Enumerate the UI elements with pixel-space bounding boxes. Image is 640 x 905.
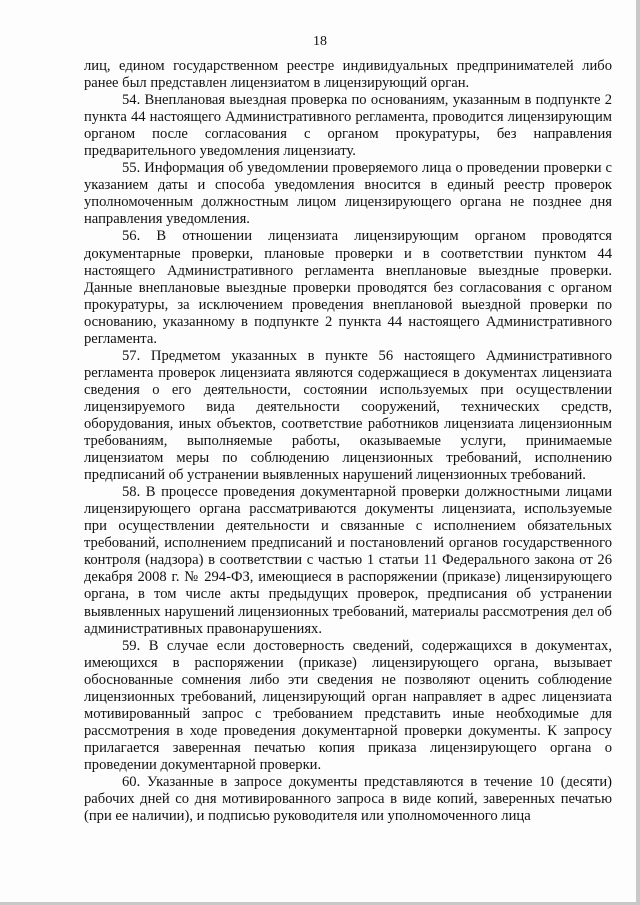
paragraph-57: 57. Предметом указанных в пункте 56 настоящего Административного регламента проверок лицензиата являются содержащиеся в документах лицензиата сведения о его деятельности, состоянии используемых при осуществлении лицензируемого вида деятельности сооружений, технических средств, оборудования, иных объектов, соответствие работников лицензиата лицензионным требованиям, выполняемые работы, оказываемые услуги, принимаемые лицензиатом меры по соблюдению лицензионных требований, исполнению предписаний об устранении выявленных нарушений лицензионных требований.	[84, 347, 612, 484]
paragraph-56: 56. В отношении лицензиата лицензирующим органом проводятся документарные проверки, плановые проверки и в соответствии пунктом 44 настоящего Административного регламента внеплановые выездные проверки. Данные внеплановые выездные проверки проводятся без согласования с органом прокуратуры, за исключением проведения внеплановой выездной проверки по основанию, указанному в подпункте 2 пункта 44 настоящего Административного регламента.	[84, 228, 612, 347]
paragraph-59: 59. В случае если достоверность сведений, содержащихся в документах, имеющихся в распоряжении (приказе) лицензирующего органа, вызывает обоснованные сомнения либо эти сведения не позволяют оценить соблюдение лицензионных требований, лицензирующий орган направляет в адрес лицензиата мотивированный запрос с требованием представить иные необходимые для рассмотрения в ходе проведения документарной проверки документы. К запросу прилагается заверенная печатью копия приказа лицензирующего органа о проведении документарной проверки.	[84, 637, 612, 773]
document-body	[84, 58, 612, 825]
paragraph-60: 60. Указанные в запросе документы представляются в течение 10 (десяти) рабочих дней со дня мотивированного запроса в виде копий, заверенных печатью (при ее наличии), и подписью руководителя или уполномоченного лица	[84, 773, 612, 825]
paragraph-54: 54. Внеплановая выездная проверка по основаниям, указанным в подпункте 2 пункта 44 настоящего Административного регламента, проводится лицензирующим органом после согласования с органом прокуратуры, без направления предварительного уведомления лицензиату.	[84, 92, 612, 160]
paragraph-55: 55. Информация об уведомлении проверяемого лица о проведении проверки с указанием даты и способа уведомления вносится в единый реестр проверок уполномоченным должностным лицом лицензирующего органа не позднее дня направления уведомления.	[84, 160, 612, 228]
paragraph-58: 58. В процессе проведения документарной проверки должностными лицами лицензирующего органа рассматриваются документы лицензиата, используемые при осуществлении деятельности и связанные с исполнением обязательных требований, исполнением предписаний и постановлений органов государственного контроля (надзора) в соответствии с частью 1 статьи 11 Федерального закона от 26 декабря 2008 г. № 294-ФЗ, имеющиеся в распоряжении (приказе) лицензирующего органа, в том числе акты предыдущих проверок, предписания об устранении выявленных нарушений лицензионных требований, материалы рассмотрения дел об административных правонарушениях.	[84, 484, 612, 637]
paragraph-continuation: лиц, едином государственном реестре индивидуальных предпринимателей либо ранее был представлен лицензиатом в лицензирующий орган.	[84, 58, 612, 92]
page-number: 18	[313, 34, 327, 49]
